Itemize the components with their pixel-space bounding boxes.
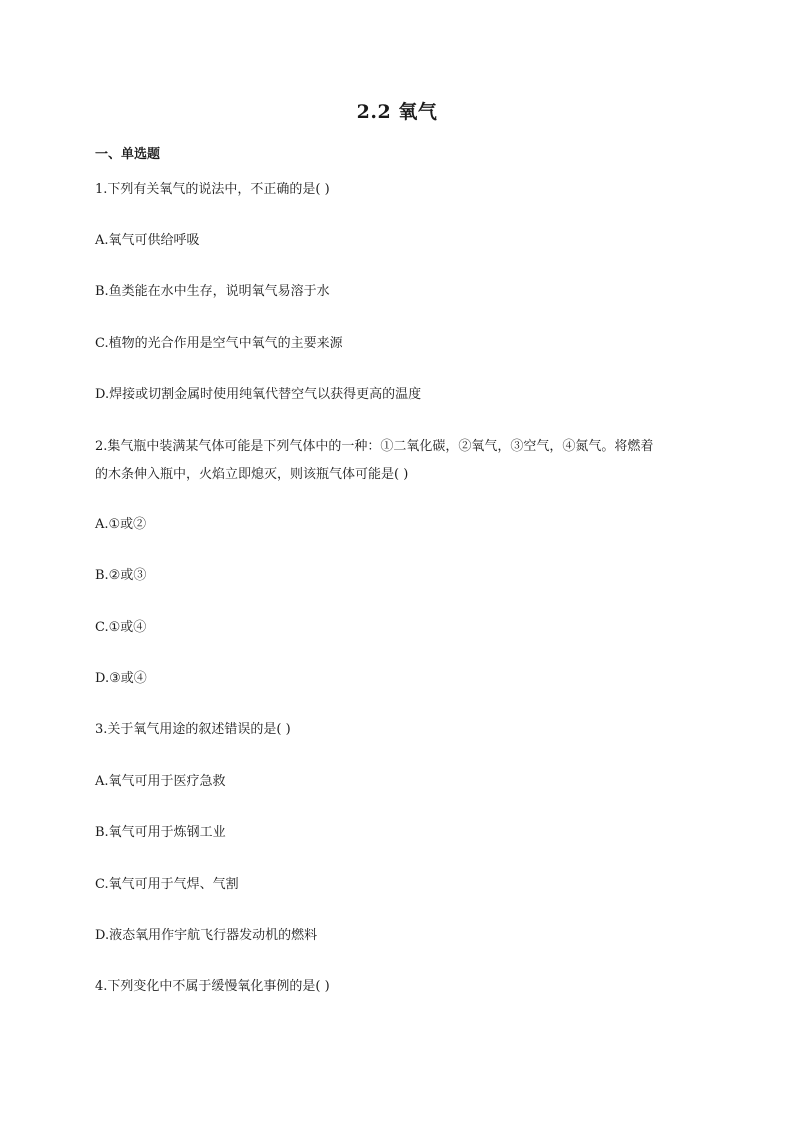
question-1-option-d: D.焊接或切割金属时使用纯氧代替空气以获得更高的温度 bbox=[95, 387, 422, 402]
question-2-option-d: D.③或④ bbox=[95, 671, 147, 686]
question-3-option-d: D.液态氧用作宇航飞行器发动机的燃料 bbox=[95, 928, 318, 943]
question-3-option-b: B.氧气可用于炼钢工业 bbox=[95, 825, 226, 840]
question-1-option-b: B.鱼类能在水中生存，说明氧气易溶于水 bbox=[95, 284, 330, 299]
question-1-option-c: C.植物的光合作用是空气中氧气的主要来源 bbox=[95, 336, 343, 351]
question-1-stem: 1.下列有关氧气的说法中，不正确的是( ) bbox=[95, 182, 330, 197]
question-2-option-c: C.①或④ bbox=[95, 620, 147, 635]
page-title: 2.2 氧气 bbox=[356, 101, 438, 123]
question-3-stem: 3.关于氧气用途的叙述错误的是( ) bbox=[95, 722, 291, 737]
question-3-option-c: C.氧气可用于气焊、气割 bbox=[95, 877, 239, 892]
question-4-stem: 4.下列变化中不属于缓慢氧化事例的是( ) bbox=[95, 979, 330, 994]
question-3-option-a: A.氧气可用于医疗急救 bbox=[95, 774, 226, 789]
question-2-option-b: B.②或③ bbox=[95, 568, 147, 583]
section-heading: 一、单选题 bbox=[95, 147, 161, 162]
question-2-stem-line-2: 的木条伸入瓶中，火焰立即熄灭，则该瓶气体可能是( ) bbox=[95, 467, 409, 482]
question-2-option-a: A.①或② bbox=[95, 517, 147, 532]
question-2-stem-line-1: 2.集气瓶中装满某气体可能是下列气体中的一种：①二氧化碳，②氧气，③空气，④氮气。将燃着 bbox=[95, 439, 654, 454]
question-1-option-a: A.氧气可供给呼吸 bbox=[95, 233, 200, 248]
